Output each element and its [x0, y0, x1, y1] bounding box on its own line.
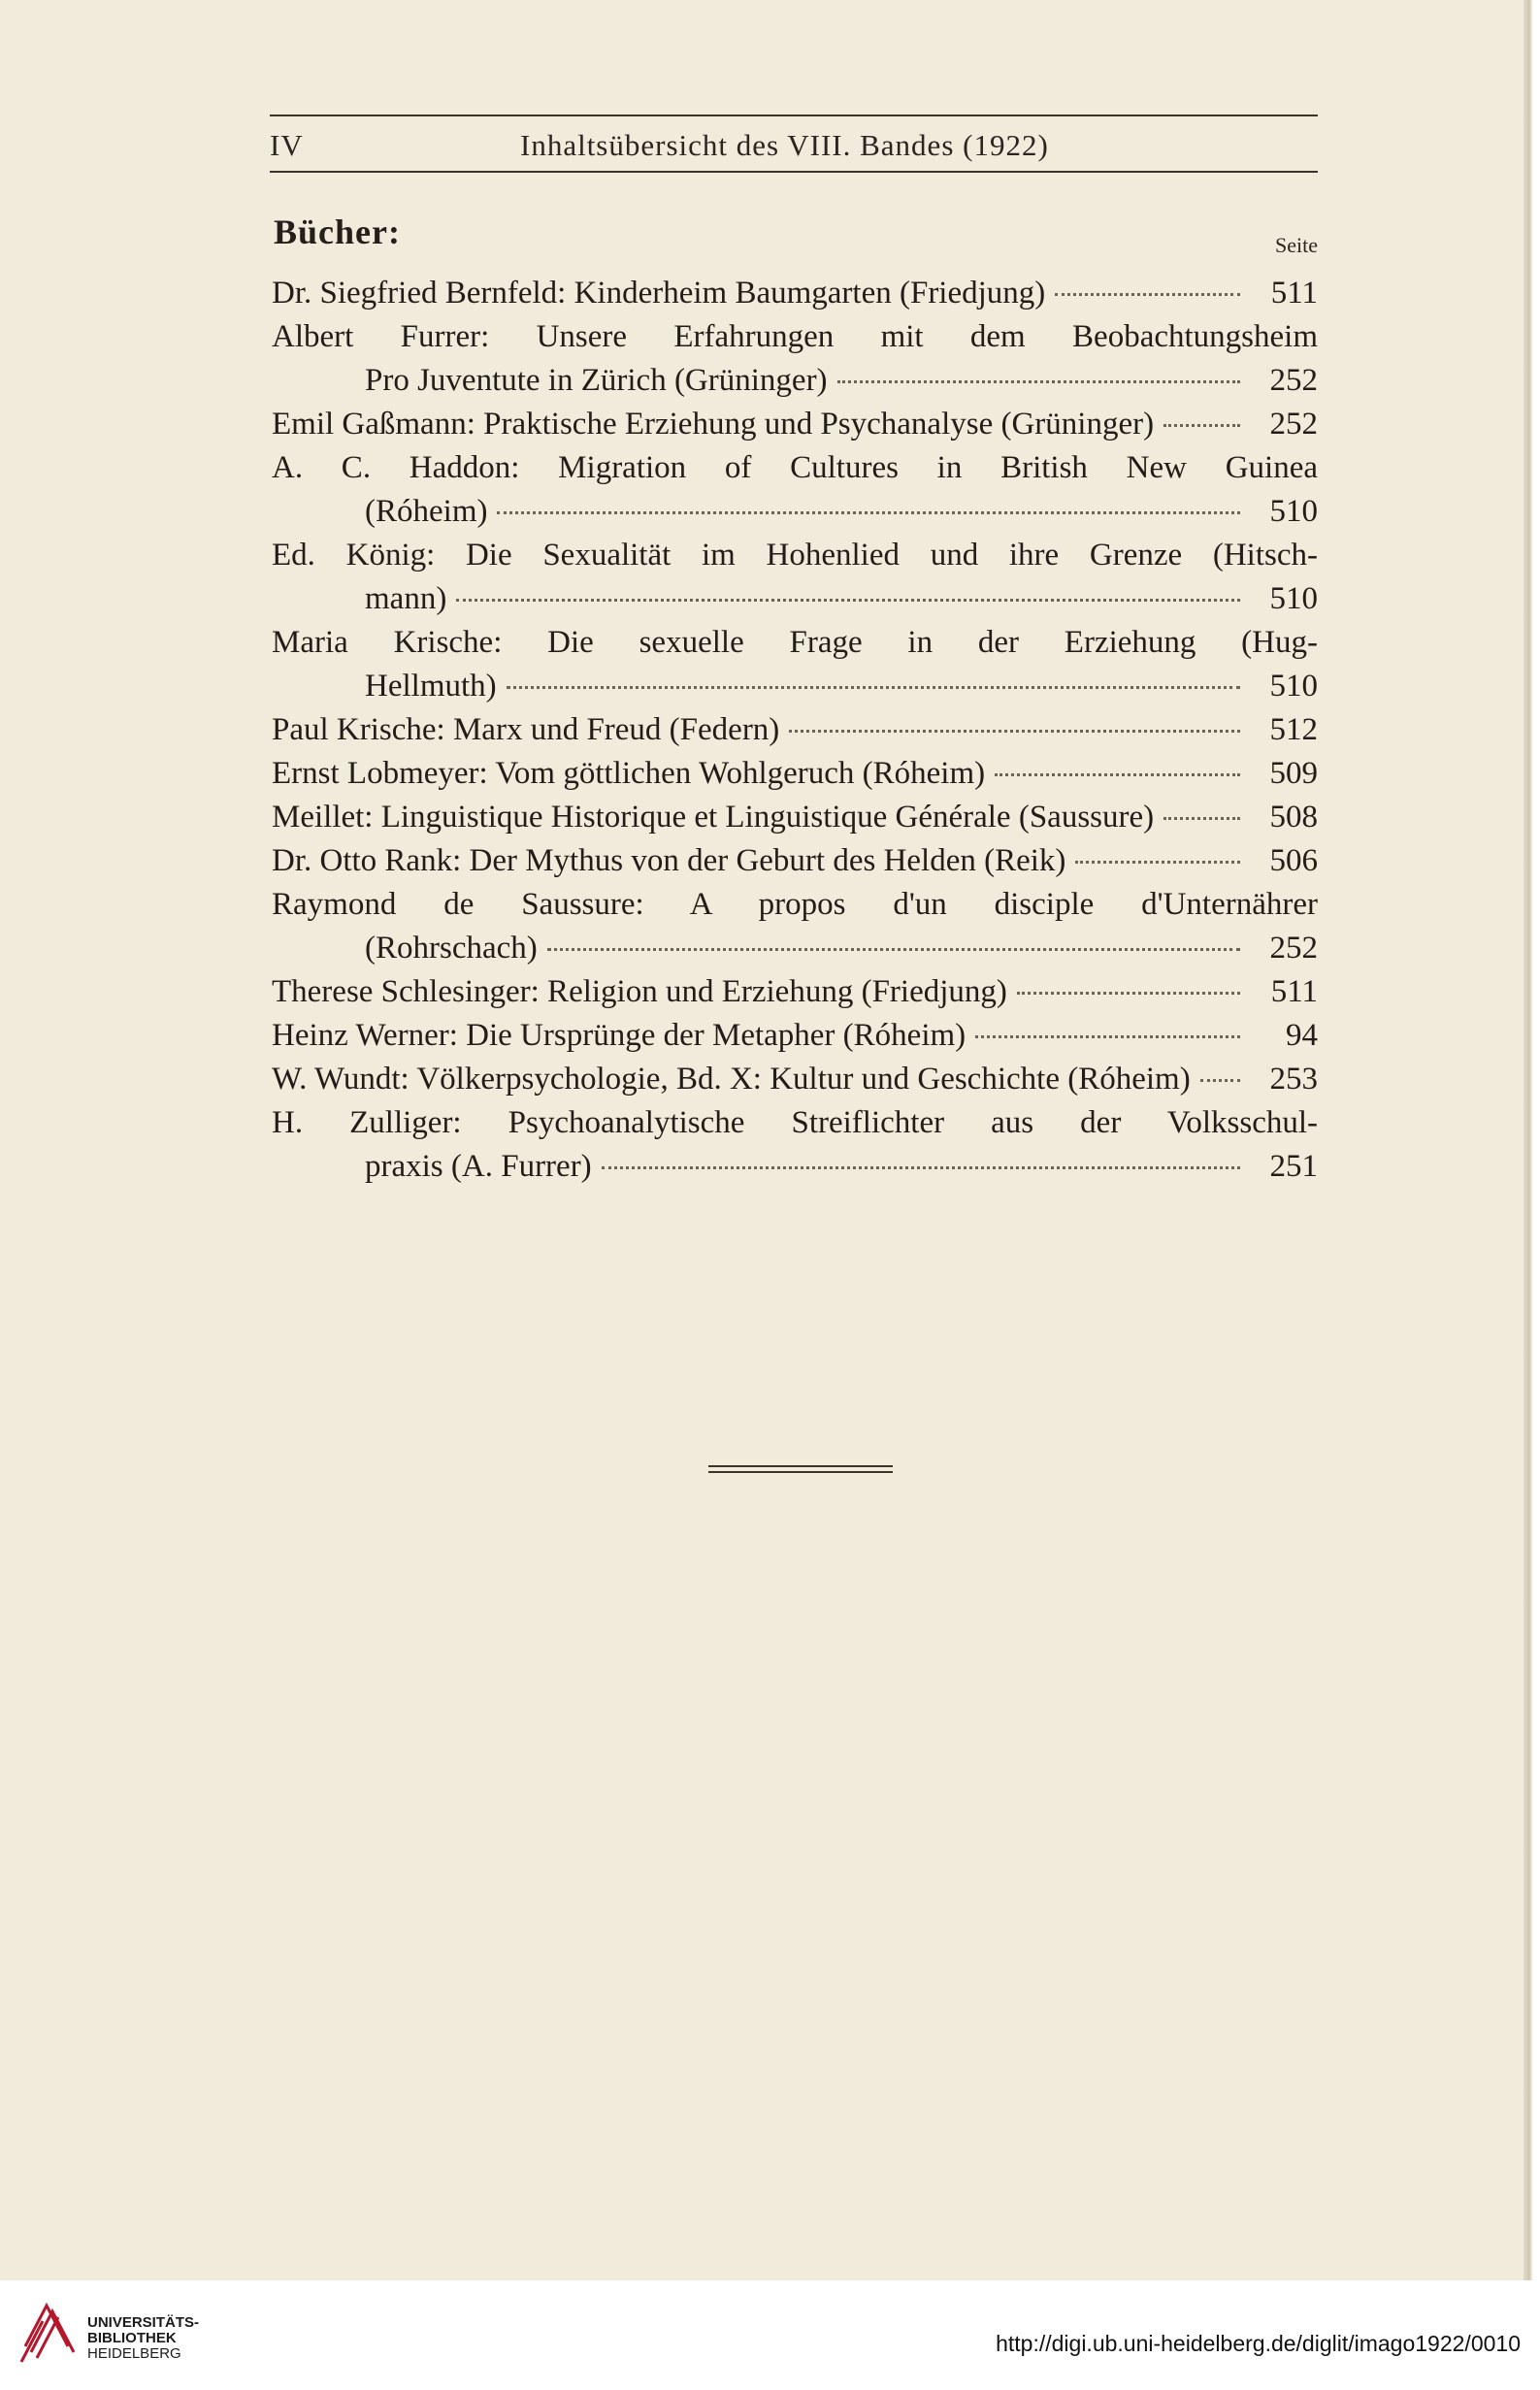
dot-leader [602, 1165, 1240, 1169]
entry-first-line [272, 883, 1318, 927]
end-rule-top [708, 1465, 893, 1467]
entry-text: Emil Gaßmann: Praktische Erziehung und Psychanalyse (Grüninger) [272, 407, 1155, 442]
page-number: 509 [1269, 756, 1318, 791]
dot-leader [547, 947, 1240, 951]
page-number: 512 [1269, 712, 1318, 747]
entry-text: Paul Krische: Marx und Freud (Federn) [272, 712, 780, 747]
review-entry [272, 752, 1318, 796]
entry-first-line [272, 839, 1318, 883]
library-logo-icon [17, 2298, 80, 2366]
page-number: 253 [1269, 1062, 1318, 1097]
dot-leader [1017, 991, 1240, 995]
page-number: 252 [1269, 407, 1318, 442]
entry-first-line [272, 752, 1318, 796]
review-entry [272, 403, 1318, 446]
entry-first-line [272, 446, 1318, 490]
entry-text: Heinz Werner: Die Ursprünge der Metapher (Róheim) [272, 1018, 967, 1053]
review-entry [272, 315, 1318, 403]
page-number: 252 [1269, 363, 1318, 398]
running-title: Inhaltsübersicht des VIII. Bandes (1922) [520, 128, 1049, 162]
entry-text: Therese Schlesinger: Religion und Erziehung (Friedjung) [272, 974, 1007, 1009]
entry-text: Ernst Lobmeyer: Vom göttlichen Wohlgeruch (Róheim) [272, 756, 986, 791]
page-number: 511 [1270, 276, 1318, 311]
book-review-list [272, 272, 1318, 1189]
review-entry [272, 1058, 1318, 1101]
library-name-line1: UNIVERSITÄTS- [87, 2314, 200, 2331]
entry-first-line [272, 403, 1318, 446]
library-name-line2: BIBLIOTHEK [87, 2330, 177, 2346]
review-entry [272, 446, 1318, 534]
entry-text: Ed. König: Die Sexualität im Hohenlied und ihre Grenze (Hitsch- [272, 538, 1318, 573]
library-name-line3: HEIDELBERG [87, 2345, 181, 2362]
dot-leader [507, 685, 1240, 689]
dot-leader [1163, 816, 1240, 820]
entry-text: mann) [365, 581, 447, 616]
page-edge [1524, 0, 1533, 2280]
page-column-label: Seite [1275, 233, 1318, 257]
dot-leader [975, 1034, 1240, 1038]
entry-continuation-line [272, 490, 1318, 534]
entry-text: H. Zulliger: Psychoanalytische Streiflichter aus der Volksschul- [272, 1105, 1318, 1140]
dot-leader [456, 598, 1240, 602]
dot-leader [1200, 1078, 1240, 1082]
library-name [87, 2315, 199, 2362]
entry-first-line [272, 970, 1318, 1014]
dot-leader [1075, 860, 1240, 864]
entry-text: (Rohrschach) [365, 931, 538, 966]
entry-text: Raymond de Saussure: A propos d'un disciple d'Unternährer [272, 887, 1318, 922]
review-entry [272, 272, 1318, 315]
entry-first-line [272, 1058, 1318, 1101]
review-entry [272, 796, 1318, 839]
dot-leader [1055, 292, 1240, 296]
review-entry [272, 1014, 1318, 1058]
end-rule-bottom [708, 1471, 893, 1473]
review-entry [272, 534, 1318, 621]
running-head [270, 128, 1318, 167]
page-folio: IV [270, 128, 304, 162]
entry-continuation-line [272, 359, 1318, 403]
header-bottom-rule [270, 171, 1318, 173]
dot-leader [497, 510, 1240, 514]
entry-first-line [272, 621, 1318, 665]
review-entry [272, 708, 1318, 752]
dot-leader [995, 772, 1240, 776]
entry-text: A. C. Haddon: Migration of Cultures in British New Guinea [272, 450, 1318, 485]
entry-text: Albert Furrer: Unsere Erfahrungen mit dem Beobachtungsheim [272, 319, 1318, 354]
page-number: 252 [1269, 931, 1318, 966]
entry-text: praxis (A. Furrer) [365, 1149, 592, 1184]
footer-bar [0, 2280, 1540, 2390]
entry-text: Hellmuth) [365, 669, 497, 704]
page-number: 511 [1270, 974, 1318, 1009]
dot-leader [837, 379, 1240, 383]
review-entry [272, 970, 1318, 1014]
entry-first-line [272, 1101, 1318, 1145]
section-heading: Bücher: [274, 213, 401, 251]
entry-continuation-line [272, 665, 1318, 708]
page-number: 506 [1269, 843, 1318, 878]
entry-text: Pro Juventute in Zürich (Grüninger) [365, 363, 828, 398]
page-number: 510 [1269, 494, 1318, 529]
review-entry [272, 883, 1318, 970]
header-top-rule [270, 115, 1318, 116]
entry-first-line [272, 534, 1318, 577]
entry-text: W. Wundt: Völkerpsychologie, Bd. X: Kultur und Geschichte (Róheim) [272, 1062, 1191, 1097]
page-number: 94 [1286, 1018, 1318, 1053]
entry-text: Dr. Otto Rank: Der Mythus von der Geburt des Helden (Reik) [272, 843, 1066, 878]
page-number: 510 [1269, 581, 1318, 616]
source-url[interactable]: http://digi.ub.uni-heidelberg.de/diglit/imago1922/0010 [996, 2331, 1521, 2356]
entry-continuation-line [272, 577, 1318, 621]
review-entry [272, 839, 1318, 883]
entry-first-line [272, 315, 1318, 359]
review-entry [272, 1101, 1318, 1189]
entry-continuation-line [272, 1145, 1318, 1189]
page-number: 251 [1269, 1149, 1318, 1184]
review-entry [272, 621, 1318, 708]
entry-text: (Róheim) [365, 494, 488, 529]
entry-first-line [272, 1014, 1318, 1058]
dot-leader [1163, 423, 1240, 427]
entry-first-line [272, 796, 1318, 839]
dot-leader [789, 729, 1240, 733]
page-number: 510 [1269, 669, 1318, 704]
entry-text: Meillet: Linguistique Historique et Linguistique Générale (Saussure) [272, 800, 1155, 835]
entry-first-line [272, 272, 1318, 315]
entry-text: Dr. Siegfried Bernfeld: Kinderheim Baumgarten (Friedjung) [272, 276, 1046, 311]
page-number: 508 [1269, 800, 1318, 835]
entry-continuation-line [272, 927, 1318, 970]
entry-first-line [272, 708, 1318, 752]
entry-text: Maria Krische: Die sexuelle Frage in der Erziehung (Hug- [272, 625, 1318, 660]
